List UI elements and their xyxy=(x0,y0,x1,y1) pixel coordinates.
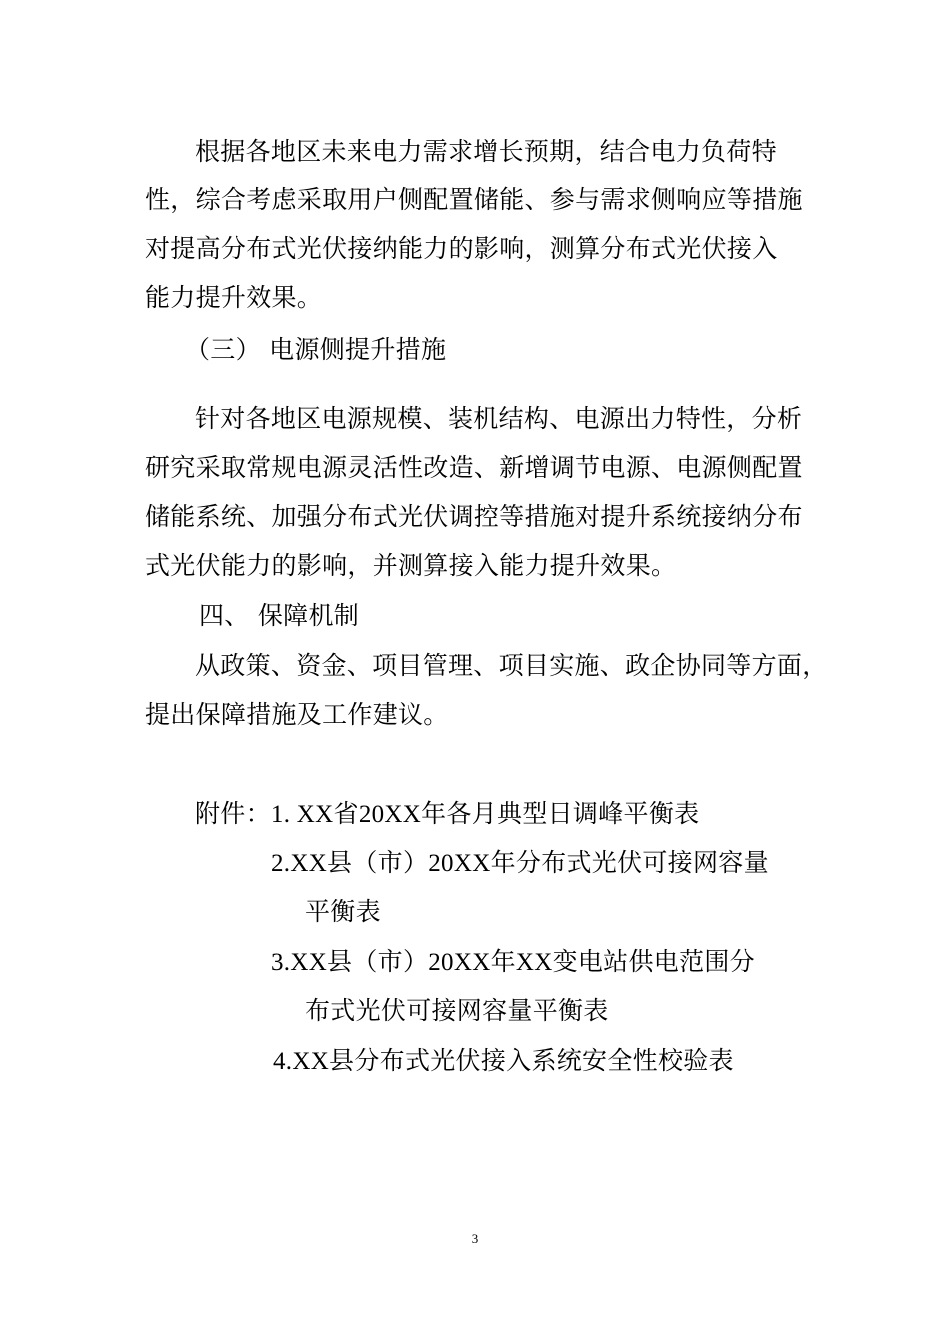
paragraph-line: 根据各地区未来电力需求增长预期，结合电力负荷特 xyxy=(195,137,777,166)
attachment-item: 4.XX县分布式光伏接入系统安全性校验表 xyxy=(273,1048,734,1075)
attachment-item: 1. XX省20XX年各月典型日调峰平衡表 xyxy=(270,801,700,828)
attachment-item-continuation: 布式光伏可接网容量平衡表 xyxy=(305,998,609,1025)
attachment-label: 附件： xyxy=(195,799,271,828)
paragraph-line: 性，综合考虑采取用户侧配置储能、参与需求侧响应等措施 xyxy=(145,185,803,214)
paragraph-line: 从政策、资金、项目管理、项目实施、政企协同等方面， xyxy=(195,651,828,680)
paragraph-line: 式光伏能力的影响，并测算接入能力提升效果。 xyxy=(145,551,677,580)
paragraph-line: 针对各地区电源规模、装机结构、电源出力特性，分析 xyxy=(195,404,803,433)
page-number: 3 xyxy=(471,1231,479,1246)
paragraph-line: 储能系统、加强分布式光伏调控等措施对提升系统接纳分布 xyxy=(145,502,803,531)
attachment-item: 3.XX县（市）20XX年XX变电站供电范围分 xyxy=(271,949,755,976)
paragraph-line: 研究采取常规电源灵活性改造、新增调节电源、电源侧配置 xyxy=(145,453,803,482)
section-heading: （三） 电源侧提升措施 xyxy=(185,335,447,364)
attachment-item-continuation: 平衡表 xyxy=(305,899,381,926)
paragraph-line: 能力提升效果。 xyxy=(145,283,323,312)
paragraph-line: 提出保障措施及工作建议。 xyxy=(145,700,449,729)
section-heading: 四、 保障机制 xyxy=(199,601,360,630)
attachment-list xyxy=(195,799,699,830)
attachment-item: 2.XX县（市）20XX年分布式光伏可接网容量 xyxy=(271,850,769,877)
paragraph-line: 对提高分布式光伏接纳能力的影响，测算分布式光伏接入 xyxy=(145,234,778,263)
